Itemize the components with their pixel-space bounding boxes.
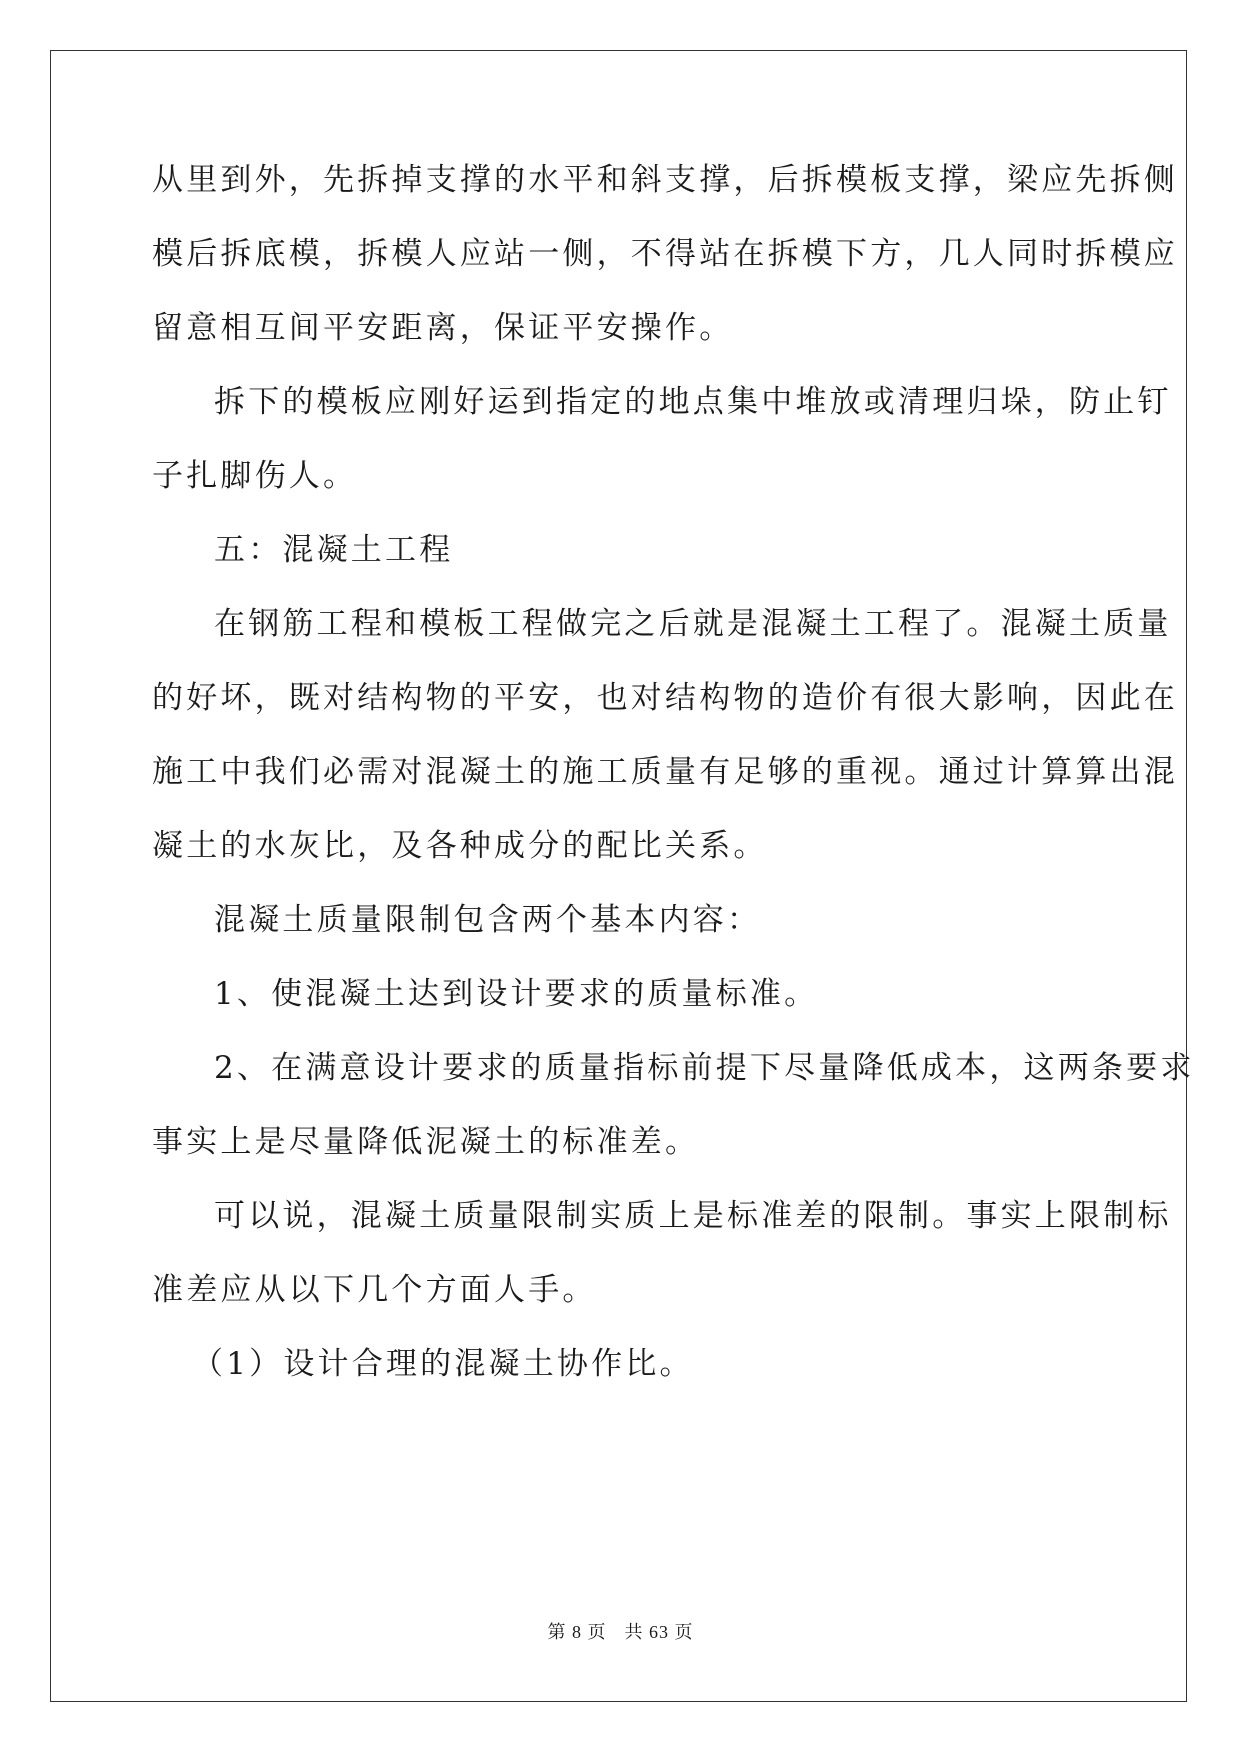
list-item: 2、在满意设计要求的质量指标前提下尽量降低成本，这两条要求 [214, 1050, 1195, 1086]
paragraph-line: 模后拆底模，拆模人应站一侧，不得站在拆模下方，几人同时拆模应 [152, 236, 1178, 272]
section-heading: 五：混凝土工程 [214, 532, 454, 568]
paragraph-line: 的好坏，既对结构物的平安，也对结构物的造价有很大影响，因此在 [152, 680, 1178, 716]
paragraph-line: 从里到外，先拆掉支撑的水平和斜支撑，后拆模板支撑，梁应先拆侧 [152, 162, 1178, 198]
total-pages: 共 63 页 [624, 1622, 694, 1642]
paragraph-line: 在钢筋工程和模板工程做完之后就是混凝土工程了。混凝土质量 [214, 606, 1172, 642]
page-footer [0, 1618, 1241, 1644]
paragraph-line: 凝土的水灰比，及各种成分的配比关系。 [152, 828, 768, 864]
paragraph-line: 子扎脚伤人。 [152, 458, 358, 494]
list-item: （1）设计合理的混凝土协作比。 [192, 1346, 694, 1382]
paragraph-line: 施工中我们必需对混凝土的施工质量有足够的重视。通过计算算出混 [152, 754, 1178, 790]
list-item: 1、使混凝土达到设计要求的质量标准。 [214, 976, 819, 1012]
paragraph-line: 准差应从以下几个方面人手。 [152, 1272, 597, 1308]
paragraph-line: 可以说，混凝土质量限制实质上是标准差的限制。事实上限制标 [214, 1198, 1172, 1234]
paragraph-line: 混凝土质量限制包含两个基本内容： [214, 902, 762, 938]
page-number: 第 8 页 [547, 1622, 607, 1642]
paragraph-line: 留意相互间平安距离，保证平安操作。 [152, 310, 734, 346]
paragraph-line: 事实上是尽量降低泥凝土的标准差。 [152, 1124, 700, 1160]
paragraph-line: 拆下的模板应刚好运到指定的地点集中堆放或清理归垛，防止钉 [214, 384, 1172, 420]
page-border [50, 50, 1187, 1702]
